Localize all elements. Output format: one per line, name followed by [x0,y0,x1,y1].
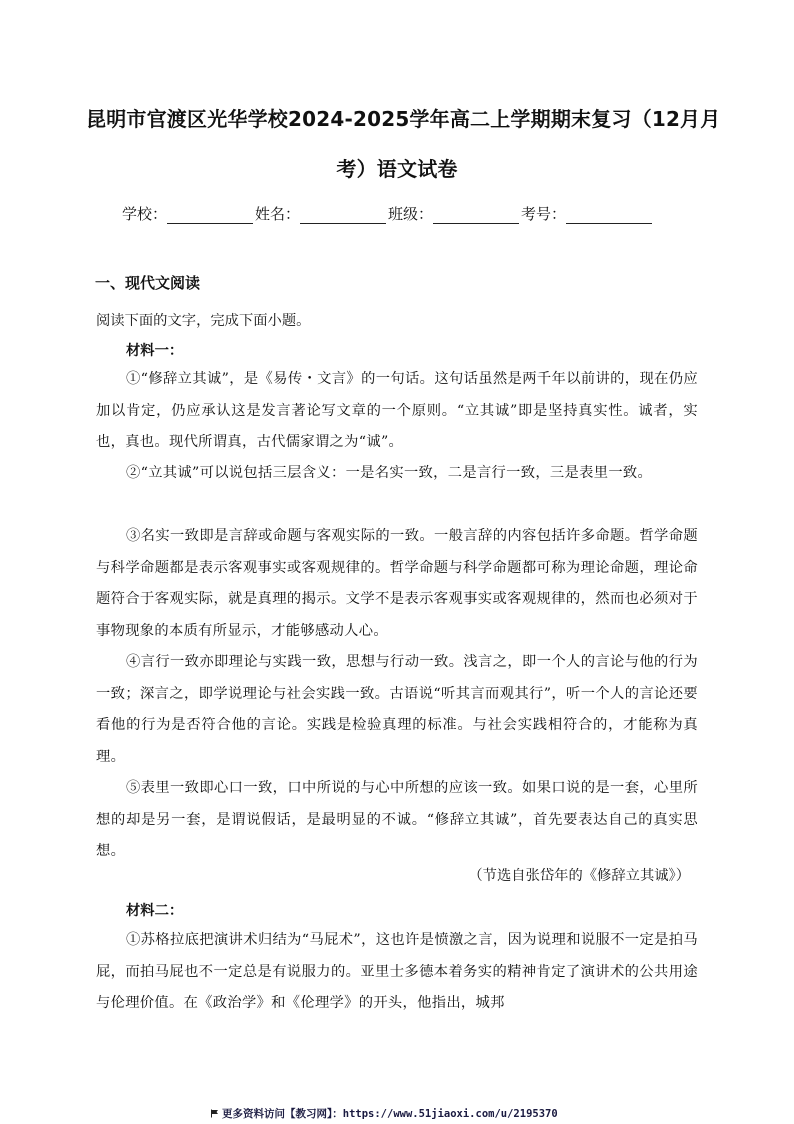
material-1-paragraph-5: ⑤表里一致即心口一致，口中所说的与心中所想的应该一致。如果口说的是一套，心里所想的却是另一套，是谓说假话，是最明显的不诚。“修辞立其诚”，首先要表达自己的真实思想。 [96,780,698,859]
material-1-paragraph-3: ③名实一致即是言辞或命题与客观实际的一致。一般言辞的内容包括许多命题。哲学命题与科学命题都是表示客观事实或客观规律的。哲学命题与科学命题都可称为理论命题，理论命题符合于客观实际，就是真理的揭示。文学不是表示客观事实或客观规律的，然而也必须对于事物现象的本质有所显示，才能够感动人心。 [96,528,698,639]
class-blank[interactable] [433,208,519,224]
footer-link[interactable] [210,1106,558,1121]
material-1-paragraph-1: ①“修辞立其诚”，是《易传・文言》的一句话。这句话虽然是两千年以前讲的，现在仍应加以肯定，仍应承认这是发言著论写文章的一个原则。“立其诚”即是坚持真实性。诚者，实也，真也。现代所谓真，古代儒家谓之为“诚”。 [96,371,698,450]
exam-number-label: 考号： [521,205,567,223]
name-blank[interactable] [300,208,386,224]
material-1-source: （节选自张岱年的《修辞立其诚》） [468,868,690,884]
class-field [388,203,521,224]
name-label: 姓名： [255,205,301,223]
section-heading: 一、现代文阅读 [95,274,201,292]
school-blank[interactable] [167,208,253,224]
footer-text[interactable]: 更多资料访问【教习网】：https://www.51jiaoxi.com/u/2195370 [222,1108,558,1120]
class-label: 班级： [388,205,434,223]
material-1-label: 材料一： [126,343,184,359]
material-2-paragraph-1: ①苏格拉底把演讲术归结为“马屁术”，这也许是愤激之言，因为说理和说服不一定是拍马屁，而拍马屁也不一定总是有说服力的。亚里士多德本着务实的精神肯定了演讲术的公共用途与伦理价值。在《政治学》和《伦理学》的开头，他指出，城邦 [96,932,698,1011]
page-title-line-2: 考）语文试卷 [336,157,458,181]
exam-number-blank[interactable] [566,208,652,224]
reading-instruction: 阅读下面的文字，完成下面小题。 [96,313,311,329]
material-1-paragraph-2: ②“立其诚”可以说包括三层含义：一是名实一致，二是言行一致，三是表里一致。 [126,465,653,481]
student-info-row [122,203,682,224]
page-title-line-1: 昆明市官渡区光华学校2024-2025学年高二上学期期末复习（12月月 [86,107,721,131]
material-2-label: 材料二： [126,903,184,919]
flag-icon [210,1109,219,1118]
exam-number-field [521,203,654,224]
material-1-paragraph-4: ④言行一致亦即理论与实践一致，思想与行动一致。浅言之，即一个人的言论与他的行为一致；深言之，即学说理论与社会实践一致。古语说“听其言而观其行”，听一个人的言论还要看他的行为是否符合他的言论。实践是检验真理的标准。与社会实践相符合的，才能称为真理。 [96,654,698,765]
school-label: 学校： [122,205,168,223]
name-field [255,203,388,224]
school-field [122,203,255,224]
